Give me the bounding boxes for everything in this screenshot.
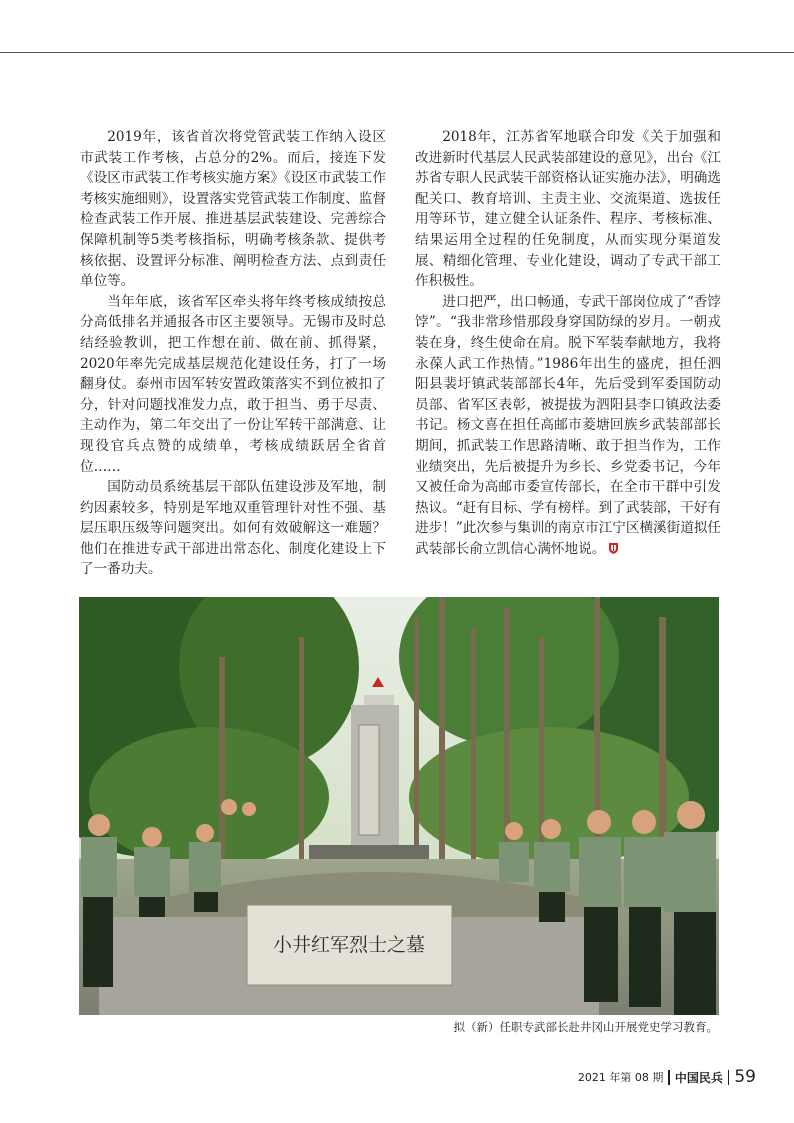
footer-divider (728, 1070, 730, 1085)
paragraph: 2018年，江苏省军地联合印发《关于加强和改进新时代基层人民武装部建设的意见》，出台《江苏省专职人民武装干部资格认证实施办法》，明确选配关口、教育培训、主责主业、交流渠道、选拔任用等环节，建立健全认证条件、程序、考核标准、结果运用全过程的任免制度，从而实现分渠道发展、精细化管理、专业化建设，调动了专武干部工作积极性。 (415, 129, 721, 290)
article-photo (79, 597, 719, 1015)
plaque-text: 小井红军烈士之墓 (272, 934, 426, 956)
header-rule (0, 52, 794, 53)
footer-divider (668, 1070, 670, 1085)
magazine-name: 中国民兵 (674, 1070, 723, 1085)
memorial-photo (79, 597, 719, 1015)
page-footer (578, 1067, 756, 1087)
paragraph: 国防动员系统基层干部队伍建设涉及军地，制约因素较多，特别是军地双重管理针对性不强、基层压职压级等问题突出。如何有效破解这一难题？他们在推进专武干部进出常态化、制度化建设上下了一番功夫。 (80, 479, 386, 578)
paragraph: 2019年，该省首次将党管武装工作纳入设区市武装工作考核，占总分的2%。而后，接连下发《设区市武装工作考核实施方案》《设区市武装工作考核实施细则》，设置落实党管武装工作制度、监督检查武装工作开展、推进基层武装建设、完善综合保障机制等5类考核指标，明确考核条款、提供考核依据、设置评分标准、阐明检查方法、点到责任单位等。 (80, 129, 386, 290)
paragraph-text: 进口把严，出口畅通，专武干部岗位成了“香饽饽”。“我非常珍惜那段身穿国防绿的岁月。一朝戎装在身，终生使命在肩。脱下军装奉献地方，我将永葆人武工作热情。”1986年出生的盛虎，担任泗阳县裴圩镇武装部部长4年，先后受到军委国防动员部、省军区表彰，被提拔为泗阳县李口镇政法委书记。杨文喜在担任高邮市菱塘回族乡武装部部长期间，抓武装工作思路清晰、敢于担当作为，工作业绩突出，先后被提升为乡长、乡党委书记，今年又被任命为高邮市委宣传部长，在全市干群中引发热议。“赶有目标、学有榜样。到了武装部，干好有进步！”此次参与集训的南京市江宁区横溪街道拟任武装部长俞立凯信心满怀地说。 (415, 293, 722, 557)
article-column-left (80, 127, 386, 580)
magazine-shield-end-icon (608, 542, 619, 554)
issue-label: 2021 年第 08 期 (577, 1071, 664, 1084)
paragraph (415, 292, 721, 560)
photo-caption: 拟（新）任职专武部长赴井冈山开展党史学习教育。 (453, 1020, 718, 1034)
paragraph: 当年年底，该省军区牵头将年终考核成绩按总分高低排名并通报各市区主要领导。无锡市及时总结经验教训，把工作想在前、做在前、抓得紧，2020年率先完成基层规范化建设任务，打了一场翻身仗。泰州市因军转安置政策落实不到位被扣了分，针对问题找准发力点，敢于担当、勇于尽责、主动作为，第二年交出了一份让军转干部满意、让现役官兵点赞的成绩单，考核成绩跃居全省首位…… (80, 293, 386, 475)
article-column-right (415, 127, 721, 559)
page-number: 59 (734, 1067, 756, 1087)
